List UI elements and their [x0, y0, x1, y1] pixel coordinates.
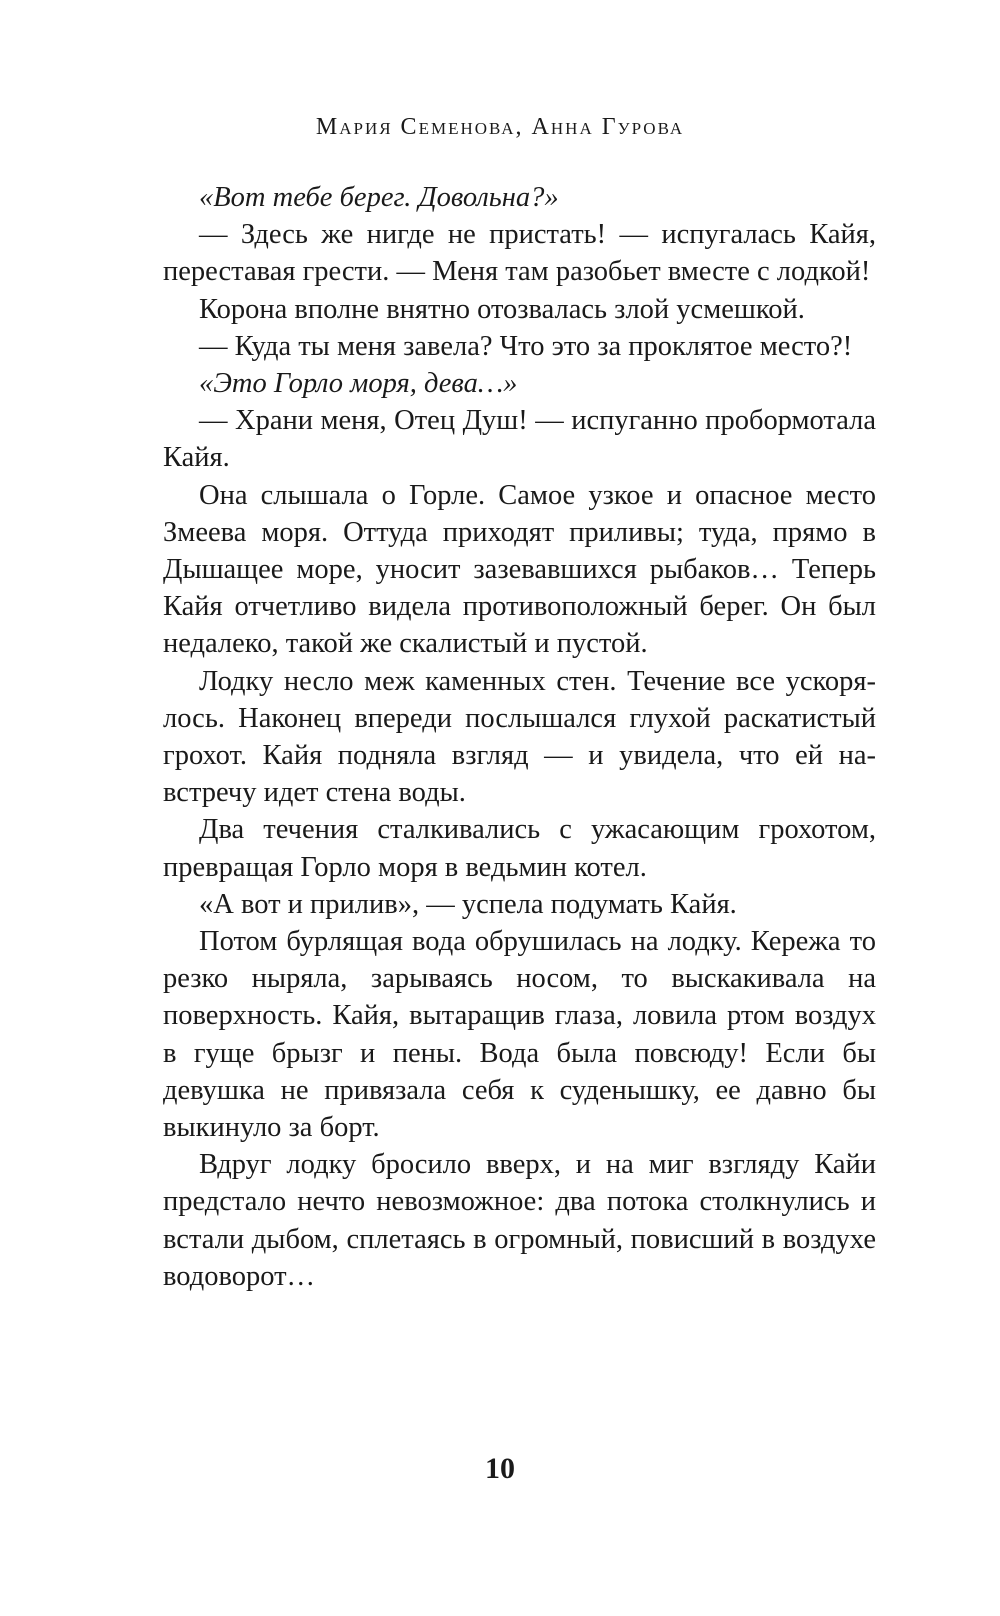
paragraph: «Это Горло моря, дева…» — [199, 368, 518, 400]
paragraph: Вдруг лодку бросило вверх, и на миг взгляду Кайи предстало нечто невозможное: два потока столкнулись и встали дыбом, сплетаясь в огромный, повисший в воздухе водоворот… — [163, 1149, 876, 1292]
paragraph: «А вот и прилив», — успела подумать Кайя. — [199, 888, 737, 920]
paragraph: Корона вполне внятно отозвалась злой усмешкой. — [199, 293, 805, 325]
page-number: 10 — [485, 1452, 515, 1485]
body-text — [163, 179, 876, 1295]
running-title: Мария Семенова, Анна Гурова — [315, 114, 685, 140]
paragraph: Два течения сталкивались с ужасающим грохотом, превращая Горло моря в ведьмин котел. — [163, 814, 876, 883]
paragraph: — Куда ты меня завела? Что это за проклятое место?! — [199, 330, 853, 362]
paragraph: «Вот тебе берег. Довольна?» — [199, 182, 559, 213]
paragraph: — Храни меня, Отец Душ! — испуганно пробормотала Кайя. — [163, 405, 876, 474]
paragraph: Она слышала о Горле. Самое узкое и опасное место Змеева моря. Оттуда приходят приливы; туда, прямо в Дышащее море, уносит зазевавшихся рыбаков… Теперь Кайя отчетливо видела противоположный берег. Он был недалеко, такой же скалистый и пустой. — [163, 479, 876, 660]
paragraph: — Здесь же нигде не пристать! — испугалась Кайя, переставая грести. — Меня там разобьет вместе с лодкой! — [163, 219, 876, 288]
paragraph: Лодку несло меж каменных стен. Течение все ускорялось. Наконец впереди послышался глухой раскатистый грохот. Кайя подняла взгляд — и увидела, что ей навстречу идет стена воды. — [163, 665, 876, 809]
paragraph: Потом бурлящая вода обрушилась на лодку. Кережа то резко ныряла, зарываясь носом, то выскакивала на поверхность. Кайя, вытаращив глаза, ловила ртом воздух в гуще брызг и пены. Вода была повсюду! Если бы девушка не привязала себя к суденышку, ее давно бы выкинуло за борт. — [163, 926, 876, 1144]
